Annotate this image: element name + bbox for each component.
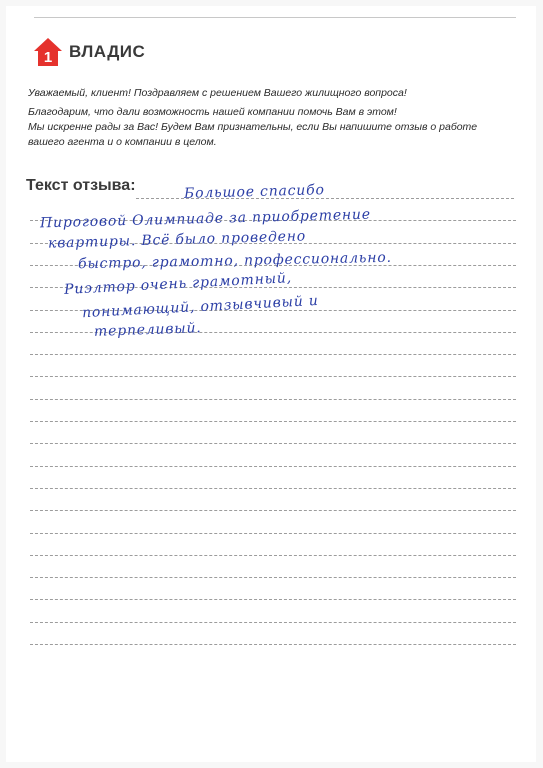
writing-line <box>30 599 516 600</box>
writing-line <box>30 555 516 556</box>
house-logo-icon <box>32 36 64 68</box>
review-line: квартиры. Всё было проведено <box>47 228 307 252</box>
review-line: Большое спасибо <box>183 182 325 202</box>
writing-line <box>30 466 516 467</box>
review-line: Риэлтор очень грамотный, <box>63 270 293 298</box>
writing-line <box>30 488 516 489</box>
thanks-paragraph <box>28 105 528 150</box>
writing-line <box>30 644 516 645</box>
logo-digit: 1 <box>43 49 53 66</box>
top-divider <box>34 17 516 18</box>
thanks-line-3: вашего агента и о компании в целом. <box>28 136 217 148</box>
review-line: понимающий, отзывчивый и <box>81 292 320 322</box>
writing-line <box>30 354 516 355</box>
writing-line <box>30 533 516 534</box>
writing-line <box>30 510 516 511</box>
thanks-line-2: Мы искренне рады за Вас! Будем Вам признательны, если Вы напишите отзыв о работе <box>28 121 478 133</box>
review-heading: Текст отзыва: <box>26 177 136 194</box>
review-form-sheet <box>6 6 536 762</box>
company-name: ВЛАДИС <box>69 42 146 61</box>
writing-line <box>30 443 516 444</box>
thanks-line-1: Благодарим, что дали возможность нашей компании помочь Вам в этом! <box>28 106 397 118</box>
writing-line <box>30 622 516 623</box>
writing-line <box>30 577 516 578</box>
review-line: Пироговой Олимпиаде за приобретение <box>39 206 372 232</box>
writing-line <box>30 421 516 422</box>
review-line: терпеливый. <box>93 320 202 340</box>
greeting-text: Уважаемый, клиент! Поздравляем с решением Вашего жилищного вопроса! <box>28 87 407 99</box>
writing-line <box>30 376 516 377</box>
review-line: быстро, грамотно, профессионально. <box>77 249 392 273</box>
writing-line <box>30 399 516 400</box>
company-logo <box>32 36 145 68</box>
